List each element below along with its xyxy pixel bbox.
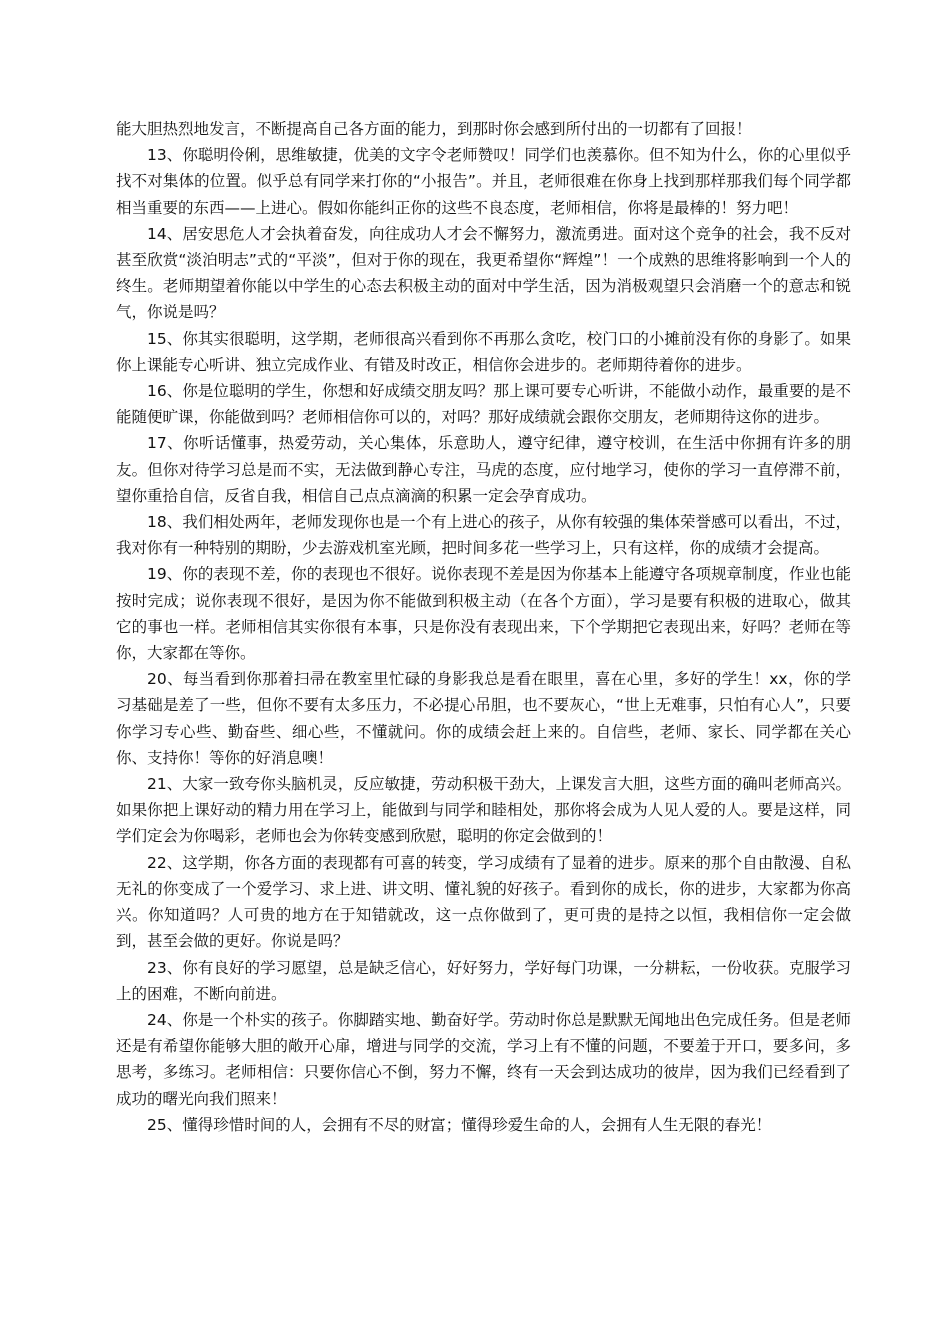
paragraph-25: 25、懂得珍惜时间的人，会拥有不尽的财富；懂得珍爱生命的人，会拥有人生无限的春光！	[147, 1115, 772, 1134]
paragraph-20: 20、每当看到你那着扫帚在教室里忙碌的身影我总是看在眼里，喜在心里，多好的学生！xx，你的学习基础是差了一些，但你不要有太多压力，不必提心吊胆，也不要灰心，“世上无难事，只怕有心人”，只要你学习专心些、勤奋些、细心些，不懂就问。你的成绩会赶上来的。自信些，老师、家长、同学都在关心你、支持你！等你的好消息噢！	[116, 670, 851, 767]
paragraph-24: 24、你是一个朴实的孩子。你脚踏实地、勤奋好学。劳动时你总是默默无闻地出色完成任务。但是老师还是有希望你能够大胆的敞开心扉，增进与同学的交流，学习上有不懂的问题，不要羞于开口，要多问，多思考，多练习。老师相信：只要你信心不倒，努力不懈，终有一天会到达成功的彼岸，因为我们已经看到了成功的曙光向我们照来！	[116, 1010, 851, 1108]
paragraph-16: 16、你是位聪明的学生，你想和好成绩交朋友吗？那上课可要专心听讲，不能做小动作，最重要的是不能随便旷课，你能做到吗？老师相信你可以的，对吗？那好成绩就会跟你交朋友，老师期待这你的进步。	[116, 382, 851, 427]
paragraph-19: 19、你的表现不差，你的表现也不很好。说你表现不差是因为你基本上能遵守各项规章制度，作业也能按时完成；说你表现不很好，是因为你不能做到积极主动（在各个方面），学习是要有积极的进取心，做其它的事也一样。老师相信其实你很有本事，只是你没有表现出来，下个学期把它表现出来，好吗？老师在等你，大家都在等你。	[116, 565, 851, 663]
paragraph-23: 23、你有良好的学习愿望，总是缺乏信心，好好努力，学好每门功课，一分耕耘，一份收获。克服学习上的困难，不断向前进。	[116, 958, 851, 1003]
document-page	[116, 116, 851, 1138]
paragraph-21: 21、大家一致夸你头脑机灵，反应敏捷，劳动积极干劲大，上课发言大胆，这些方面的确叫老师高兴。如果你把上课好动的精力用在学习上，能做到与同学和睦相处，那你将会成为人见人爱的人。要是这样，同学们定会为你喝彩，老师也会为你转变感到欣慰，聪明的你定会做到的！	[116, 775, 851, 846]
paragraph-13: 13、你聪明伶俐，思维敏捷，优美的文字令老师赞叹！同学们也羡慕你。但不知为什么，你的心里似乎找不对集体的位置。似乎总有同学来打你的“小报告”。并且，老师很难在你身上找到那样那我们每个同学都相当重要的东西——上进心。假如你能纠正你的这些不良态度，老师相信，你将是最棒的！努力吧！	[116, 146, 851, 217]
paragraph-17: 17、你听话懂事，热爱劳动，关心集体，乐意助人，遵守纪律，遵守校训，在生活中你拥有许多的朋友。但你对待学习总是而不实，无法做到静心专注，马虎的态度，应付地学习，使你的学习一直停滞不前，望你重拾自信，反省自我，相信自己点点滴滴的积累一定会孕育成功。	[116, 434, 851, 505]
paragraph-continuation: 能大胆热烈地发言，不断提高自己各方面的能力，到那时你会感到所付出的一切都有了回报！	[116, 120, 752, 138]
paragraph-18: 18、我们相处两年，老师发现你也是一个有上进心的孩子，从你有较强的集体荣誉感可以看出，不过，我对你有一种特别的期盼，少去游戏机室光顾，把时间多花一些学习上，只有这样，你的成绩才会提高。	[116, 513, 851, 558]
paragraph-15: 15、你其实很聪明，这学期，老师很高兴看到你不再那么贪吃，校门口的小摊前没有你的身影了。如果你上课能专心听讲、独立完成作业、有错及时改正，相信你会进步的。老师期待着你的进步。	[116, 329, 851, 374]
paragraph-22: 22、这学期，你各方面的表现都有可喜的转变，学习成绩有了显着的进步。原来的那个自由散漫、自私无礼的你变成了一个爱学习、求上进、讲文明、懂礼貌的好孩子。看到你的成长，你的进步，大家都为你高兴。你知道吗？人可贵的地方在于知错就改，这一点你做到了，更可贵的是持之以恒，我相信你一定会做到，甚至会做的更好。你说是吗？	[116, 853, 851, 951]
paragraph-14: 14、居安思危人才会执着奋发，向往成功人才会不懈努力，激流勇进。面对这个竞争的社会，我不反对甚至欣赏“淡泊明志”式的“平淡”，但对于你的现在，我更希望你“辉煌”！一个成熟的思维将影响到一个人的终生。老师期望着你能以中学生的心态去积极主动的面对中学生活，因为消极观望只会消磨一个的意志和锐气，你说是吗？	[116, 224, 851, 322]
